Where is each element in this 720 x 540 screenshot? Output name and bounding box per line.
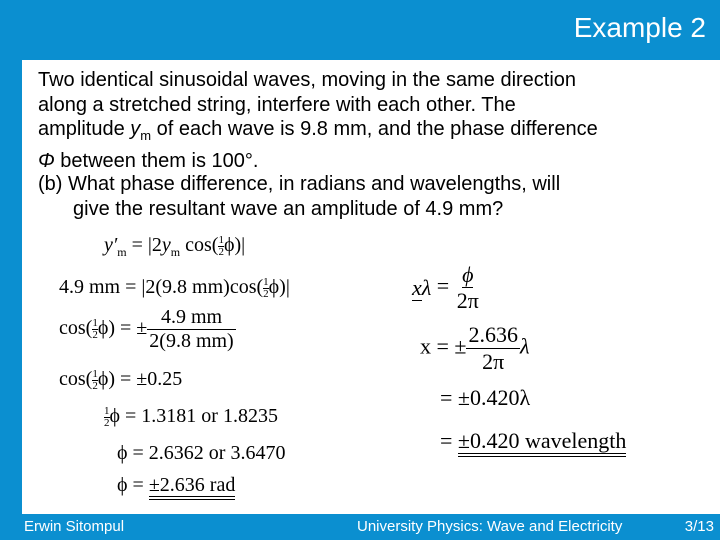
- equation-7: [117, 474, 235, 497]
- equation-2: [59, 276, 290, 300]
- phase-symbol: Φ: [38, 149, 55, 172]
- amplitude-ratio-fraction: [147, 306, 235, 353]
- problem-line-1: Two identical sinusoidal waves, moving in the same direction: [38, 69, 577, 91]
- problem-statement: [38, 68, 714, 173]
- eq-text: = |2: [126, 234, 162, 256]
- eq-text: y′: [104, 234, 118, 256]
- eq-text: y: [161, 234, 171, 256]
- frac-den: 2π: [482, 349, 505, 374]
- eq-text: ϕ =: [117, 474, 149, 496]
- footer-bar: [0, 514, 720, 540]
- equation-6: [117, 442, 285, 465]
- boxed-answer-rad: ±2.636 rad: [149, 474, 236, 500]
- page-number: 3/13: [684, 518, 714, 535]
- frac-num: ϕ: [462, 262, 474, 287]
- eq-sub: m: [170, 245, 181, 259]
- problem-line-2: along a stretched string, interfere with each other. The: [38, 93, 516, 116]
- frac-den: 2π: [456, 288, 479, 313]
- eq-text: cos(: [180, 234, 219, 256]
- question-text: [38, 172, 678, 221]
- eq-text: ϕ = 1.3181 or 1.8235: [109, 405, 278, 427]
- eq-text: ϕ)|: [223, 234, 246, 256]
- frac-num: 1: [104, 404, 110, 417]
- frac-num: 1: [263, 275, 269, 288]
- equation-r4: [440, 428, 626, 454]
- equation-r3: [440, 385, 530, 411]
- frac-num: x: [412, 275, 422, 300]
- equation-r1: [412, 262, 481, 314]
- eq-text: 4.9 mm = |2(9.8 mm)cos(: [59, 276, 264, 298]
- eq-text: x = ±: [420, 333, 467, 359]
- frac-den: 2: [263, 287, 269, 300]
- frac-num: 1: [218, 233, 224, 246]
- frac-num: 1: [92, 367, 98, 380]
- x-over-lambda: [412, 275, 431, 301]
- eq-text: cos(: [59, 368, 93, 390]
- phase-over-2pi: [466, 322, 520, 375]
- slide-title: Example 2: [573, 12, 706, 43]
- footer-author: Erwin Sitompul: [24, 518, 125, 535]
- eq-text: cos(: [59, 317, 93, 340]
- header-bar: [0, 0, 720, 60]
- problem-text: amplitude: [38, 118, 131, 140]
- frac-den: 2: [92, 329, 98, 341]
- frac-den: 2(9.8 mm): [149, 330, 234, 352]
- question-line-2: give the resultant wave an amplitude of 4.9 mm?: [73, 197, 504, 220]
- problem-line-4: [38, 149, 714, 174]
- amplitude-subscript: m: [140, 128, 152, 143]
- amplitude-symbol: y: [130, 118, 141, 140]
- eq-text: ϕ = 2.6362 or 3.6470: [117, 442, 286, 464]
- frac-den: 2: [92, 379, 98, 392]
- frac-den: 2: [218, 245, 224, 258]
- frac-num: 4.9 mm: [147, 306, 235, 330]
- equation-3: [59, 306, 236, 353]
- eq-text: ϕ) = ±0.25: [97, 368, 183, 390]
- eq-text: ϕ)|: [268, 276, 290, 298]
- left-accent-bar: [0, 0, 22, 540]
- frac-den: λ: [421, 275, 432, 300]
- boxed-answer-wavelength: ±0.420 wavelength: [458, 428, 626, 457]
- equation-1: [104, 234, 245, 260]
- frac-den: 2: [104, 416, 110, 429]
- eq-text: λ: [519, 333, 530, 359]
- eq-text: ϕ) = ±: [97, 317, 148, 340]
- phi-over-2pi: [455, 262, 481, 314]
- eq-text: =: [440, 428, 458, 453]
- problem-line-3: [38, 117, 714, 149]
- eq-sub: m: [117, 245, 127, 259]
- equation-4: [59, 368, 182, 392]
- frac-num: 1: [92, 317, 98, 329]
- problem-text: of each wave is 9.8 mm, and the phase difference: [151, 118, 598, 140]
- equation-r2: [420, 322, 530, 375]
- problem-text: between them is 100°.: [54, 149, 259, 172]
- eq-text: =: [431, 273, 455, 299]
- eq-text: = ±0.420λ: [440, 385, 531, 410]
- equation-5: [104, 405, 278, 429]
- footer-course: University Physics: Wave and Electricity: [357, 518, 623, 535]
- question-line-1: (b) What phase difference, in radians and wavelengths, will: [38, 173, 561, 195]
- frac-num: 2.636: [468, 322, 518, 347]
